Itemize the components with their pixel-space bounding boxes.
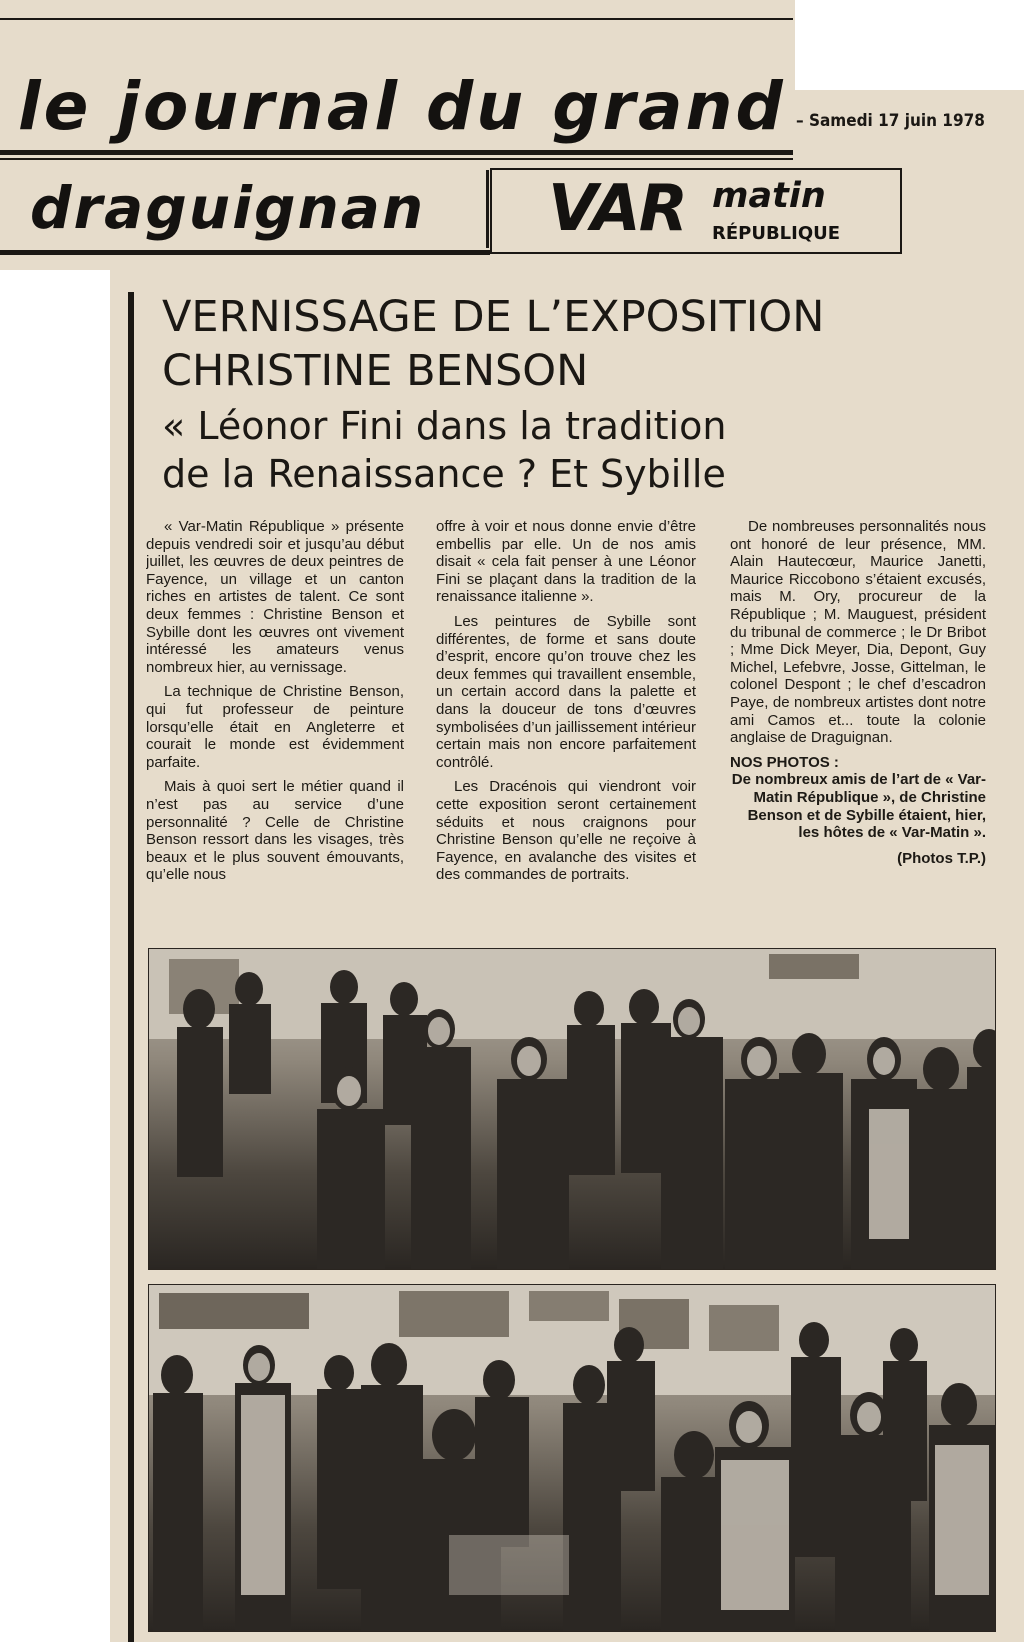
var-matin-logo-var: VAR — [548, 172, 686, 246]
logo-separator — [486, 170, 489, 248]
vernissage-crowd-photo-2 — [148, 1284, 996, 1632]
issue-date: – Samedi 17 juin 1978 — [796, 111, 985, 131]
headline-line-1: VERNISSAGE DE L’EXPOSITION — [162, 292, 825, 342]
article-column-2 — [436, 518, 696, 936]
paragraph: offre à voir et nous donne envie d’être embellis par elle. Un de nos amis disait « cela fait penser à une Léonor Fini se plaçant dans la tradition de la renaissance italienne ». — [436, 518, 696, 606]
paragraph: De nombreuses personnalités nous ont honoré de leur présence, MM. Alain Hautecœur, Maurice Janetti, Maurice Riccobono s’étaient excusés, mais M. Ory, procureur de la République ; M. Mauguest, président du tribunal de commerce ; le Dr Bribot ; Mme Dick Meyer, Dia, Depont, Guy Michel, Lefebvre, Josse, Gittelman, le colonel Despont ; le chef d’escadron Paye, de nombreux artistes dont notre ami Camos et... toute la colonie anglaise de Draguignan. — [730, 518, 986, 747]
paragraph: Mais à quoi sert le métier quand il n’est pas au service d’une personnalité ? Celle de Christine Benson ressort dans les visages, très beaux et le plus souvent émouvants, qu’elle nous — [146, 778, 404, 884]
article-side-rule — [128, 292, 134, 1642]
paragraph: Les peintures de Sybille sont différentes, de forme et sans doute d’esprit, encore qu’on trouve chez les deux femmes qui travaillent ensemble, un certain accord dans la palette et dans la douceur de tons d’œuvres symbolisées d’un jaillissement intérieur certain mais non encore parfaitement contrôlé. — [436, 612, 696, 771]
article-headline — [162, 290, 922, 400]
photo-1-figures — [149, 949, 995, 1269]
var-matin-logo-matin: matin — [712, 176, 826, 216]
photos-caption-title: NOS PHOTOS : — [730, 753, 839, 771]
masthead-title-line1: le journal du grand — [18, 68, 786, 145]
vernissage-crowd-photo-1 — [148, 948, 996, 1270]
var-matin-logo-republique: RÉPUBLIQUE — [712, 223, 841, 244]
article-subheadline — [162, 402, 922, 498]
masthead-bottom-rule — [0, 250, 490, 255]
article-column-3 — [730, 518, 986, 936]
photo-2-figures — [149, 1285, 995, 1631]
paragraph: La technique de Christine Benson, qui fut professeur de peinture lorsqu’elle était en Angleterre et courait le monde est évidemment parfaite. — [146, 683, 404, 771]
subhead-line-2: de la Renaissance ? Et Sybille — [162, 452, 726, 496]
subhead-line-1: « Léonor Fini dans la tradition — [162, 404, 727, 448]
masthead-top-rule — [0, 18, 793, 20]
paragraph: « Var-Matin République » présente depuis vendredi soir et jusqu’au début juillet, les œuvres de deux peintres de Fayence, un village et un canton riches en artistes de talent. Ce sont deux femmes : Christine Benson et Sybille dont les œuvres ont vivement intéressé les amateurs venus nombreux hier, au vernissage. — [146, 518, 404, 676]
photos-credit: (Photos T.P.) — [897, 849, 986, 867]
paragraph: Les Dracénois qui viendront voir cette exposition seront certainement séduits et nous craignons pour Christine Benson qu’elle ne reçoive à Fayence, en avalanche des visites et des commandes de portraits. — [436, 778, 696, 884]
photos-caption: De nombreux amis de l’art de « Var-Matin République », de Christine Benson et de Sybille étaient, hier, les hôtes de « Var-Matin ». — [731, 771, 986, 842]
masthead-divider-rule — [0, 150, 793, 155]
masthead-divider-rule-thin — [0, 158, 793, 160]
article-column-1 — [146, 518, 404, 936]
headline-line-2: CHRISTINE BENSON — [162, 346, 589, 396]
masthead-title-line2: draguignan — [30, 174, 426, 242]
